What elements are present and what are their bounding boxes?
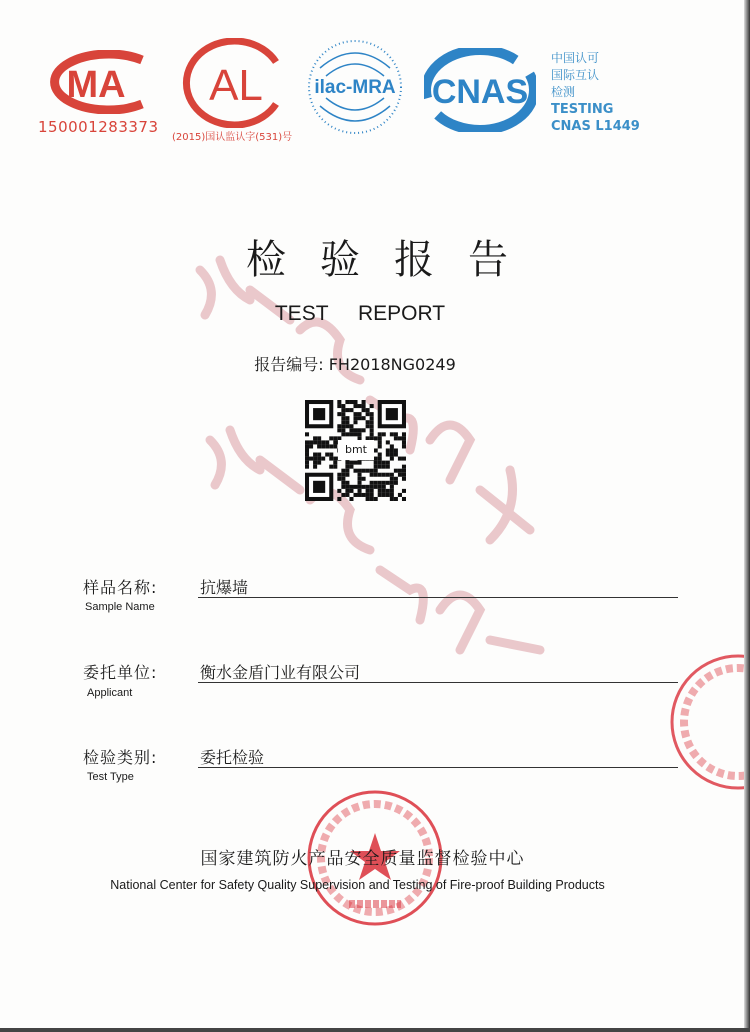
svg-text:AL: AL	[209, 61, 263, 110]
cal-number: (2015)国认监认字(531)号	[172, 132, 293, 143]
report-title-en: TEST REPORT	[274, 302, 446, 325]
sample-name-label: 样品名称:	[83, 578, 158, 597]
side-stamp	[668, 652, 746, 792]
sample-name-value: 抗爆墙	[200, 578, 249, 597]
cma-number: 150001283373	[38, 118, 159, 136]
sample-name-label-en: Sample Name	[85, 601, 155, 613]
applicant-label: 委托单位:	[83, 663, 158, 682]
cnas-accreditation-text	[551, 50, 640, 135]
organization-name-en: National Center for Safety Quality Supervision and Testing of Fire-proof Building Products	[110, 878, 605, 892]
report-number-value: FH2018NG0249	[328, 355, 456, 374]
divider	[198, 767, 678, 768]
test-type-value: 委托检验	[200, 748, 265, 767]
cal-logo	[180, 38, 288, 128]
cnas-line: 检测	[551, 85, 576, 99]
test-type-label: 检验类别:	[83, 748, 158, 767]
organization-name-cn: 国家建筑防火产品安全质量监督检验中心	[200, 849, 525, 869]
cnas-logo	[424, 48, 536, 132]
cma-logo	[40, 50, 158, 114]
svg-text:CNAS: CNAS	[431, 73, 529, 111]
svg-text:MA: MA	[66, 64, 126, 106]
applicant-label-en: Applicant	[87, 687, 133, 699]
ilac-mra-logo	[306, 38, 404, 136]
cnas-line: 中国认可	[551, 51, 600, 65]
divider	[198, 597, 678, 598]
report-number-label: 报告编号:	[254, 355, 324, 374]
cnas-line: CNAS L1449	[551, 119, 640, 134]
test-type-label-en: Test Type	[87, 771, 134, 783]
cnas-line: 国际互认	[551, 68, 600, 82]
scan-edge-bottom	[0, 1028, 750, 1032]
qr-center-label: bmt	[338, 440, 374, 460]
applicant-value: 衡水金盾门业有限公司	[200, 663, 361, 682]
report-title-cn: 检验报告	[246, 237, 542, 283]
report-number	[0, 352, 710, 375]
svg-text:ilac-MRA: ilac-MRA	[314, 77, 396, 98]
scan-edge-right	[744, 0, 750, 1032]
divider	[198, 682, 678, 683]
cnas-line: TESTING	[551, 102, 614, 117]
